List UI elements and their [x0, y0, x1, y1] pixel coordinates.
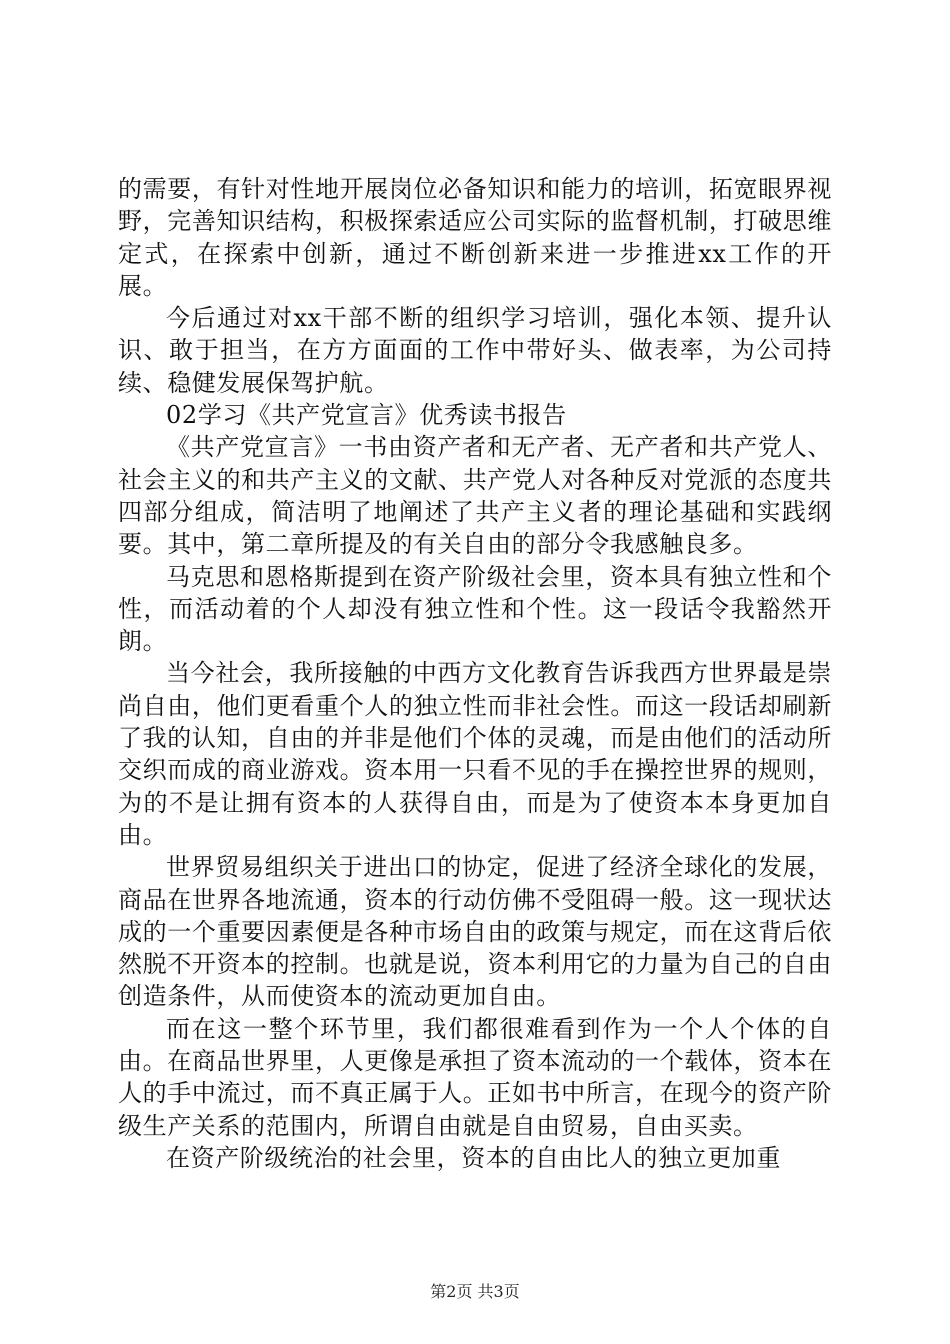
paragraph: 当今社会，我所接触的中西方文化教育告诉我西方世界最是崇尚自由，他们更看重个人的独立性而非社会性。而这一段话却刷新了我的认知，自由的并非是他们个体的灵魂，而是由他们的活动所交织而成的商业游戏。资本用一只看不见的手在操控世界的规则，为的不是让拥有资本的人获得自由，而是为了使资本本身更加自由。	[118, 659, 832, 849]
document-body	[118, 173, 832, 1174]
paragraph: 在资产阶级统治的社会里，资本的自由比人的独立更加重	[166, 1143, 781, 1172]
paragraph: 《共产党宣言》一书由资产者和无产者、无产者和共产党人、社会主义的和共产主义的文献、共产党人对各种反对党派的态度共四部分组成，简洁明了地阐述了共产主义者的理论基础和实践纲要。其中，第二章所提及的有关自由的部分令我感触良多。	[118, 433, 832, 559]
paragraph: 世界贸易组织关于进出口的协定，促进了经济全球化的发展，商品在世界各地流通，资本的行动仿佛不受阻碍一般。这一现状达成的一个重要因素便是各种市场自由的政策与规定，而在这背后依然脱不开资本的控制。也就是说，资本利用它的力量为自己的自由创造条件，从而使资本的流动更加自由。	[118, 853, 832, 1011]
paragraph: 马克思和恩格斯提到在资产阶级社会里，资本具有独立性和个性，而活动着的个人却没有独立性和个性。这一段话令我豁然开朗。	[118, 562, 832, 656]
section-heading: 02学习《共产党宣言》优秀读书报告	[166, 401, 567, 430]
paragraph: 而在这一整个环节里，我们都很难看到作为一个人个体的自由。在商品世界里，人更像是承担了资本流动的一个载体，资本在人的手中流过，而不真正属于人。正如书中所言，在现今的资产阶级生产关系的范围内，所谓自由就是自由贸易，自由买卖。	[118, 1014, 832, 1140]
paragraph: 今后通过对xx干部不断的组织学习培训，强化本领、提升认识、敢于担当，在方方面面的工作中带好头、做表率，为公司持续、稳健发展保驾护航。	[118, 304, 832, 397]
page-footer: 第2页 共3页	[430, 1282, 520, 1301]
paragraph-continuation: 的需要，有针对性地开展岗位必备知识和能力的培训，拓宽眼界视野，完善知识结构，积极探索适应公司实际的监督机制，打破思维定式，在探索中创新，通过不断创新来进一步推进xx工作的开展。	[118, 175, 832, 300]
